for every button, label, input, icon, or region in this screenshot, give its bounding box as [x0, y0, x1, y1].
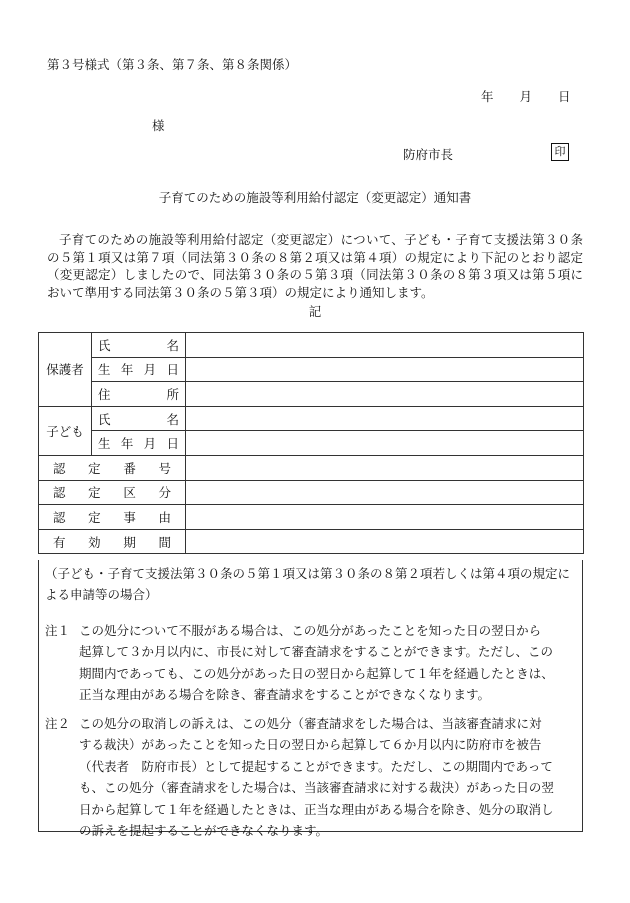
cert-number-char: 号 [158, 460, 171, 476]
notes-box [38, 560, 583, 839]
cert-reason-label [39, 505, 186, 530]
note-1-text [79, 620, 579, 706]
cert-number-char: 認 [53, 460, 66, 476]
validity-char: 効 [88, 534, 101, 550]
guardian-birth-char: 月 [143, 362, 157, 378]
note-2-line: 日から起算して１年を経過したときは、正当な理由がある場合を除き、処分の取消し [79, 801, 554, 817]
cert-number-char: 番 [123, 460, 136, 476]
cert-category-value[interactable] [186, 480, 584, 505]
validity-label [39, 529, 186, 554]
guardian-birth-char: 生 [98, 362, 111, 378]
note-2-line: （代表者 防府市長）として提起することができます。ただし、この期間内であって [79, 758, 553, 774]
cert-category-char: 分 [158, 485, 171, 501]
note-1-line: 正当な理由がある場合を除き、審査請求をすることができなくなります。 [79, 687, 491, 703]
child-birth-value[interactable] [186, 431, 584, 456]
date-year: 年 [481, 89, 494, 104]
date-month: 月 [519, 89, 533, 104]
child-birth-char: 年 [120, 436, 134, 452]
child-name-char: 氏 [98, 411, 111, 427]
note-2-line: する裁決）があったことを知った日の翌日から起算して６か月以内に防府市を被告 [79, 737, 542, 753]
child-birth-char: 月 [143, 436, 157, 452]
validity-value[interactable] [186, 529, 584, 554]
guardian-address-char: 住 [98, 386, 111, 402]
guardian-name-char: 氏 [98, 337, 111, 353]
certification-table [38, 332, 584, 554]
child-birth-label [92, 431, 186, 456]
note-1-label: 注１ [45, 623, 71, 638]
note-1-line: 期間内であっても、この処分があった日の翌日から起算して１年を経過したときは、 [79, 665, 554, 681]
guardian-birth-label [92, 357, 186, 382]
seal-mark: 印 [551, 143, 569, 161]
table-row [39, 529, 584, 554]
cert-reason-char: 事 [123, 509, 136, 525]
note-2-line: この処分の取消しの訴えは、この処分（審査請求をした場合は、当該審査請求に対 [79, 716, 542, 731]
table-row [39, 333, 584, 358]
table-row [39, 406, 584, 431]
child-birth-char: 日 [166, 436, 179, 452]
table-row [39, 455, 584, 480]
validity-char: 間 [158, 534, 171, 550]
note-2-line: の訴えを提起することができなくなります。 [79, 823, 329, 839]
note-1-line: この処分について不服がある場合は、この処分があったことを知った日の翌日から [79, 623, 542, 638]
child-group-label: 子ども [39, 406, 92, 455]
guardian-name-label [92, 333, 186, 358]
cert-number-value[interactable] [186, 455, 584, 480]
child-name-char: 名 [166, 411, 179, 427]
guardian-birth-value[interactable] [186, 357, 584, 382]
cert-number-char: 定 [88, 460, 101, 476]
application-note: （子ども・子育て支援法第３０条の５第１項又は第３０条の８第２項若しくは第４項の規定による申請等の場合） [45, 566, 571, 602]
cert-category-label [39, 480, 186, 505]
note-2-label: 注２ [45, 716, 71, 731]
child-name-label [92, 406, 186, 431]
validity-char: 期 [123, 534, 136, 550]
form-number: 第３号様式（第３条、第７条、第８条関係） [47, 57, 298, 72]
guardian-birth-char: 日 [166, 362, 179, 378]
guardian-birth-char: 年 [120, 362, 134, 378]
note-1 [45, 620, 579, 706]
child-name-value[interactable] [186, 406, 584, 431]
cert-category-char: 定 [88, 485, 101, 501]
cert-reason-char: 由 [158, 509, 171, 525]
cert-reason-char: 認 [53, 509, 66, 525]
table-row [39, 357, 584, 382]
date-day: 日 [558, 89, 571, 104]
validity-char: 有 [53, 534, 66, 550]
cert-number-label [39, 455, 186, 480]
table-row [39, 382, 584, 407]
date-line [481, 87, 571, 105]
guardian-name-char: 名 [166, 337, 179, 353]
issuer: 防府市長 [403, 147, 454, 162]
cert-reason-char: 定 [88, 509, 101, 525]
guardian-address-value[interactable] [186, 382, 584, 407]
guardian-address-label [92, 382, 186, 407]
guardian-group-label: 保護者 [39, 333, 92, 407]
note-2-text [79, 713, 579, 841]
note-1-line: 起算して３か月以内に、市長に対して審査請求をすることができます。ただし、この [79, 644, 554, 660]
addressee-suffix: 様 [152, 118, 165, 133]
note-2-line: も、この処分（審査請求をした場合は、当該審査請求に対する裁決）があった日の翌 [79, 780, 554, 796]
guardian-name-value[interactable] [186, 333, 584, 358]
body-paragraph: 子育てのための施設等利用給付認定（変更認定）について、子ども・子育て支援法第３０条の５第１項又は第７項（同法第３０条の８第２項又は第４項）の規定により下記のとおり認定（変更認定）しましたので、同法第３０条の５第３項（同法第３０条の８第３項又は第５項において準用する同法第３０条の５第３項）の規定により通知します。 [47, 232, 583, 300]
table-row [39, 431, 584, 456]
cert-category-char: 区 [123, 485, 136, 501]
table-row [39, 505, 584, 530]
guardian-address-char: 所 [166, 386, 179, 402]
cert-reason-value[interactable] [186, 505, 584, 530]
child-birth-char: 生 [98, 436, 111, 452]
document-title: 子育てのための施設等利用給付認定（変更認定）通知書 [158, 190, 472, 205]
note-2 [45, 713, 579, 841]
cert-category-char: 認 [53, 485, 66, 501]
ki-heading: 記 [308, 304, 322, 319]
table-row [39, 480, 584, 505]
